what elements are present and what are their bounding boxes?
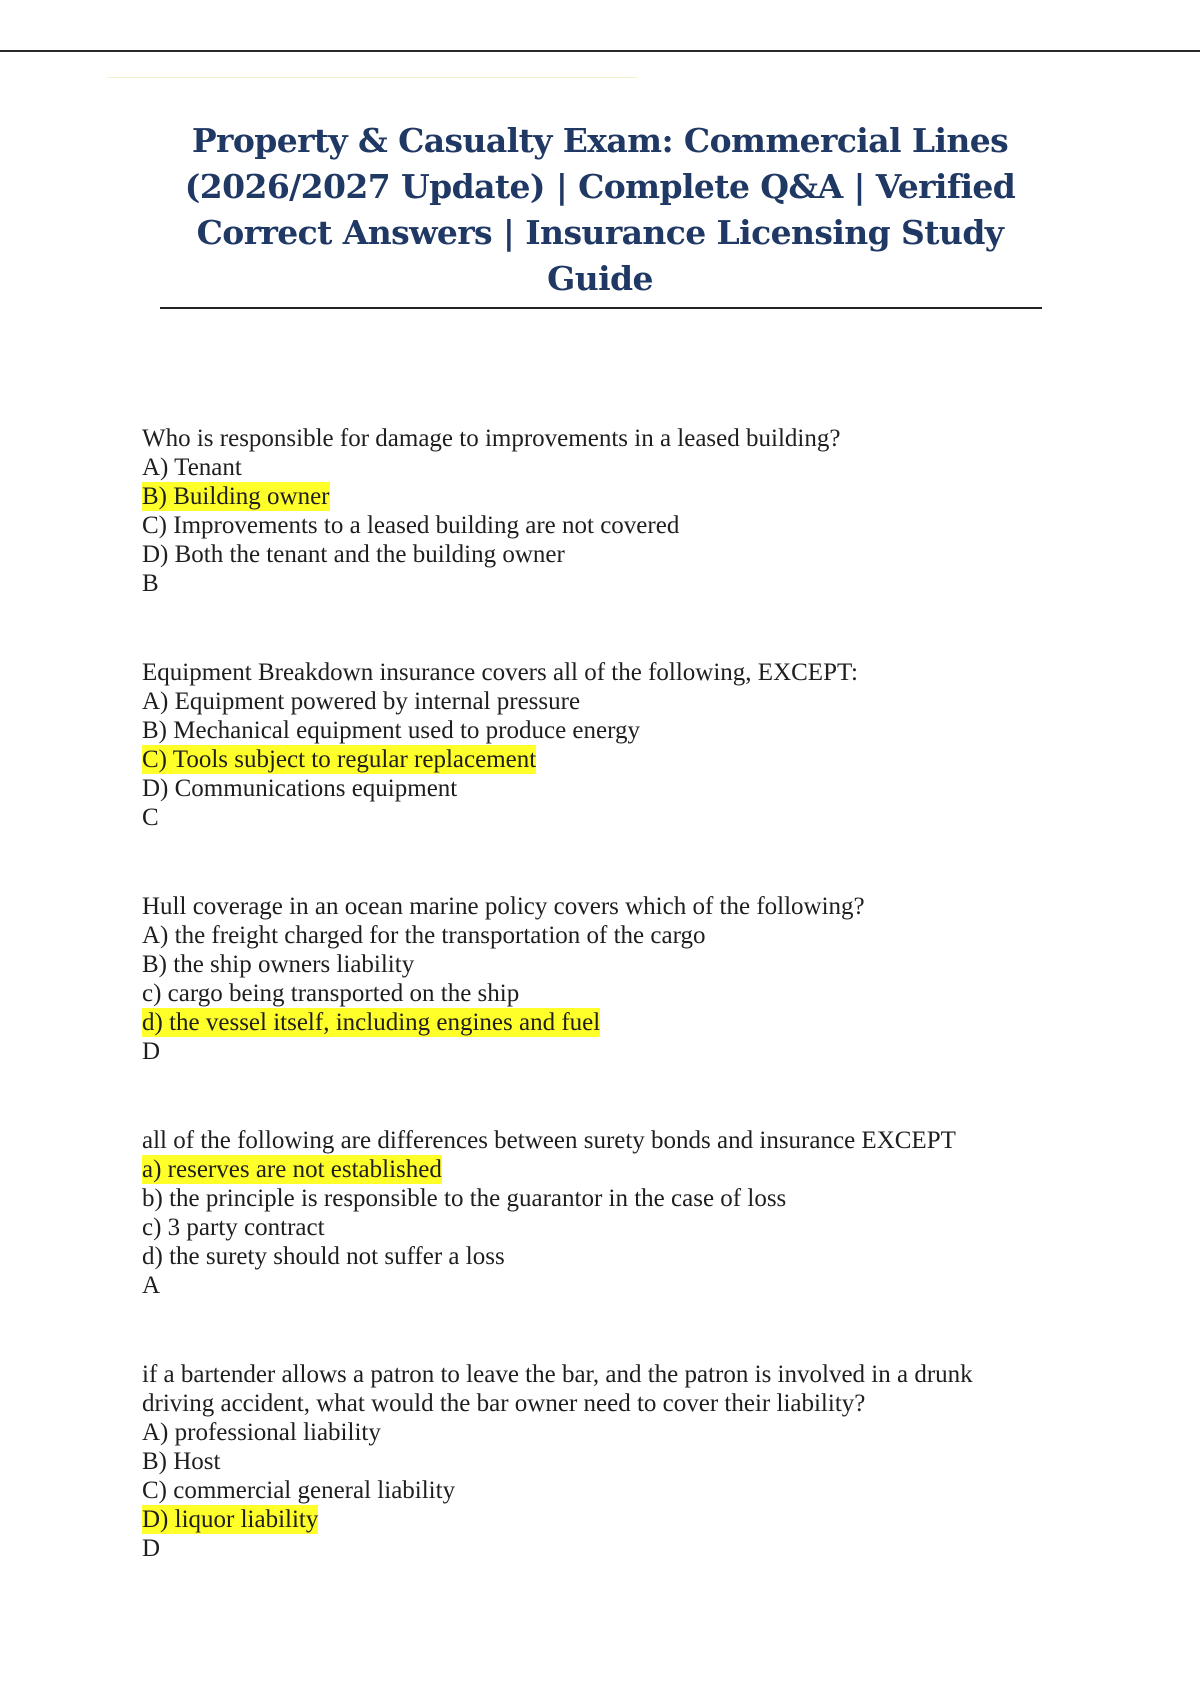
- option-a: [142, 453, 1042, 482]
- option-d: [142, 1505, 1042, 1534]
- option-a: [142, 687, 1042, 716]
- highlighted-correct-option: D) liquor liability: [142, 1506, 319, 1533]
- option-b: [142, 950, 1042, 979]
- question-block: [142, 424, 1042, 598]
- header-faint-divider: [107, 77, 637, 78]
- option-text: B) Mechanical equipment used to produce energy: [142, 717, 640, 744]
- question-text: if a bartender allows a patron to leave the bar, and the patron is involved in a drunk driving accident, what would the bar owner need to cover their liability?: [142, 1361, 973, 1417]
- option-b: [142, 1447, 1042, 1476]
- answer-letter: D: [142, 1535, 161, 1562]
- question-block: [142, 658, 1042, 832]
- question-text: Hull coverage in an ocean marine policy covers which of the following?: [142, 893, 865, 920]
- page-top-divider: [0, 50, 1200, 52]
- document-title: Property & Casualty Exam: Commercial Lines (2026/2027 Update) | Complete Q&A | Verified Correct Answers | Insurance Licensing Study Guide: [184, 121, 1016, 298]
- option-b: [142, 1184, 1042, 1213]
- answer-letter: C: [142, 804, 159, 831]
- answer-letter: B: [142, 570, 159, 597]
- option-text: A) Tenant: [142, 454, 242, 481]
- question-text: Who is responsible for damage to improvements in a leased building?: [142, 425, 841, 452]
- question-block: [142, 892, 1042, 1066]
- option-a: [142, 1418, 1042, 1447]
- option-c: [142, 1476, 1042, 1505]
- question-block: [142, 1360, 1042, 1563]
- highlighted-correct-option: d) the vessel itself, including engines and fuel: [142, 1009, 601, 1036]
- option-a: [142, 921, 1042, 950]
- highlighted-correct-option: B) Building owner: [142, 483, 330, 510]
- answer-letter: D: [142, 1038, 161, 1065]
- option-text: D) Both the tenant and the building owner: [142, 541, 565, 568]
- option-a: [142, 1155, 1042, 1184]
- option-d: [142, 540, 1042, 569]
- question-block: [142, 1126, 1042, 1300]
- option-c: [142, 1213, 1042, 1242]
- option-d: [142, 1008, 1042, 1037]
- option-text: A) professional liability: [142, 1419, 381, 1446]
- highlighted-correct-option: a) reserves are not established: [142, 1156, 442, 1183]
- answer-letter: A: [142, 1272, 161, 1299]
- option-b: [142, 482, 1042, 511]
- option-text: d) the surety should not suffer a loss: [142, 1243, 505, 1270]
- option-text: B) Host: [142, 1448, 221, 1475]
- option-text: A) the freight charged for the transportation of the cargo: [142, 922, 706, 949]
- option-c: [142, 979, 1042, 1008]
- question-text: all of the following are differences between surety bonds and insurance EXCEPT: [142, 1127, 956, 1154]
- option-b: [142, 716, 1042, 745]
- option-d: [142, 1242, 1042, 1271]
- option-d: [142, 774, 1042, 803]
- option-text: C) Improvements to a leased building are not covered: [142, 512, 680, 539]
- option-text: c) 3 party contract: [142, 1214, 325, 1241]
- option-text: B) the ship owners liability: [142, 951, 415, 978]
- option-text: b) the principle is responsible to the guarantor in the case of loss: [142, 1185, 787, 1212]
- title-underline-divider: [160, 307, 1042, 309]
- highlighted-correct-option: C) Tools subject to regular replacement: [142, 746, 537, 773]
- option-text: D) Communications equipment: [142, 775, 458, 802]
- option-c: [142, 511, 1042, 540]
- option-c: [142, 745, 1042, 774]
- option-text: C) commercial general liability: [142, 1477, 456, 1504]
- question-text: Equipment Breakdown insurance covers all of the following, EXCEPT:: [142, 659, 858, 686]
- option-text: c) cargo being transported on the ship: [142, 980, 520, 1007]
- option-text: A) Equipment powered by internal pressure: [142, 688, 581, 715]
